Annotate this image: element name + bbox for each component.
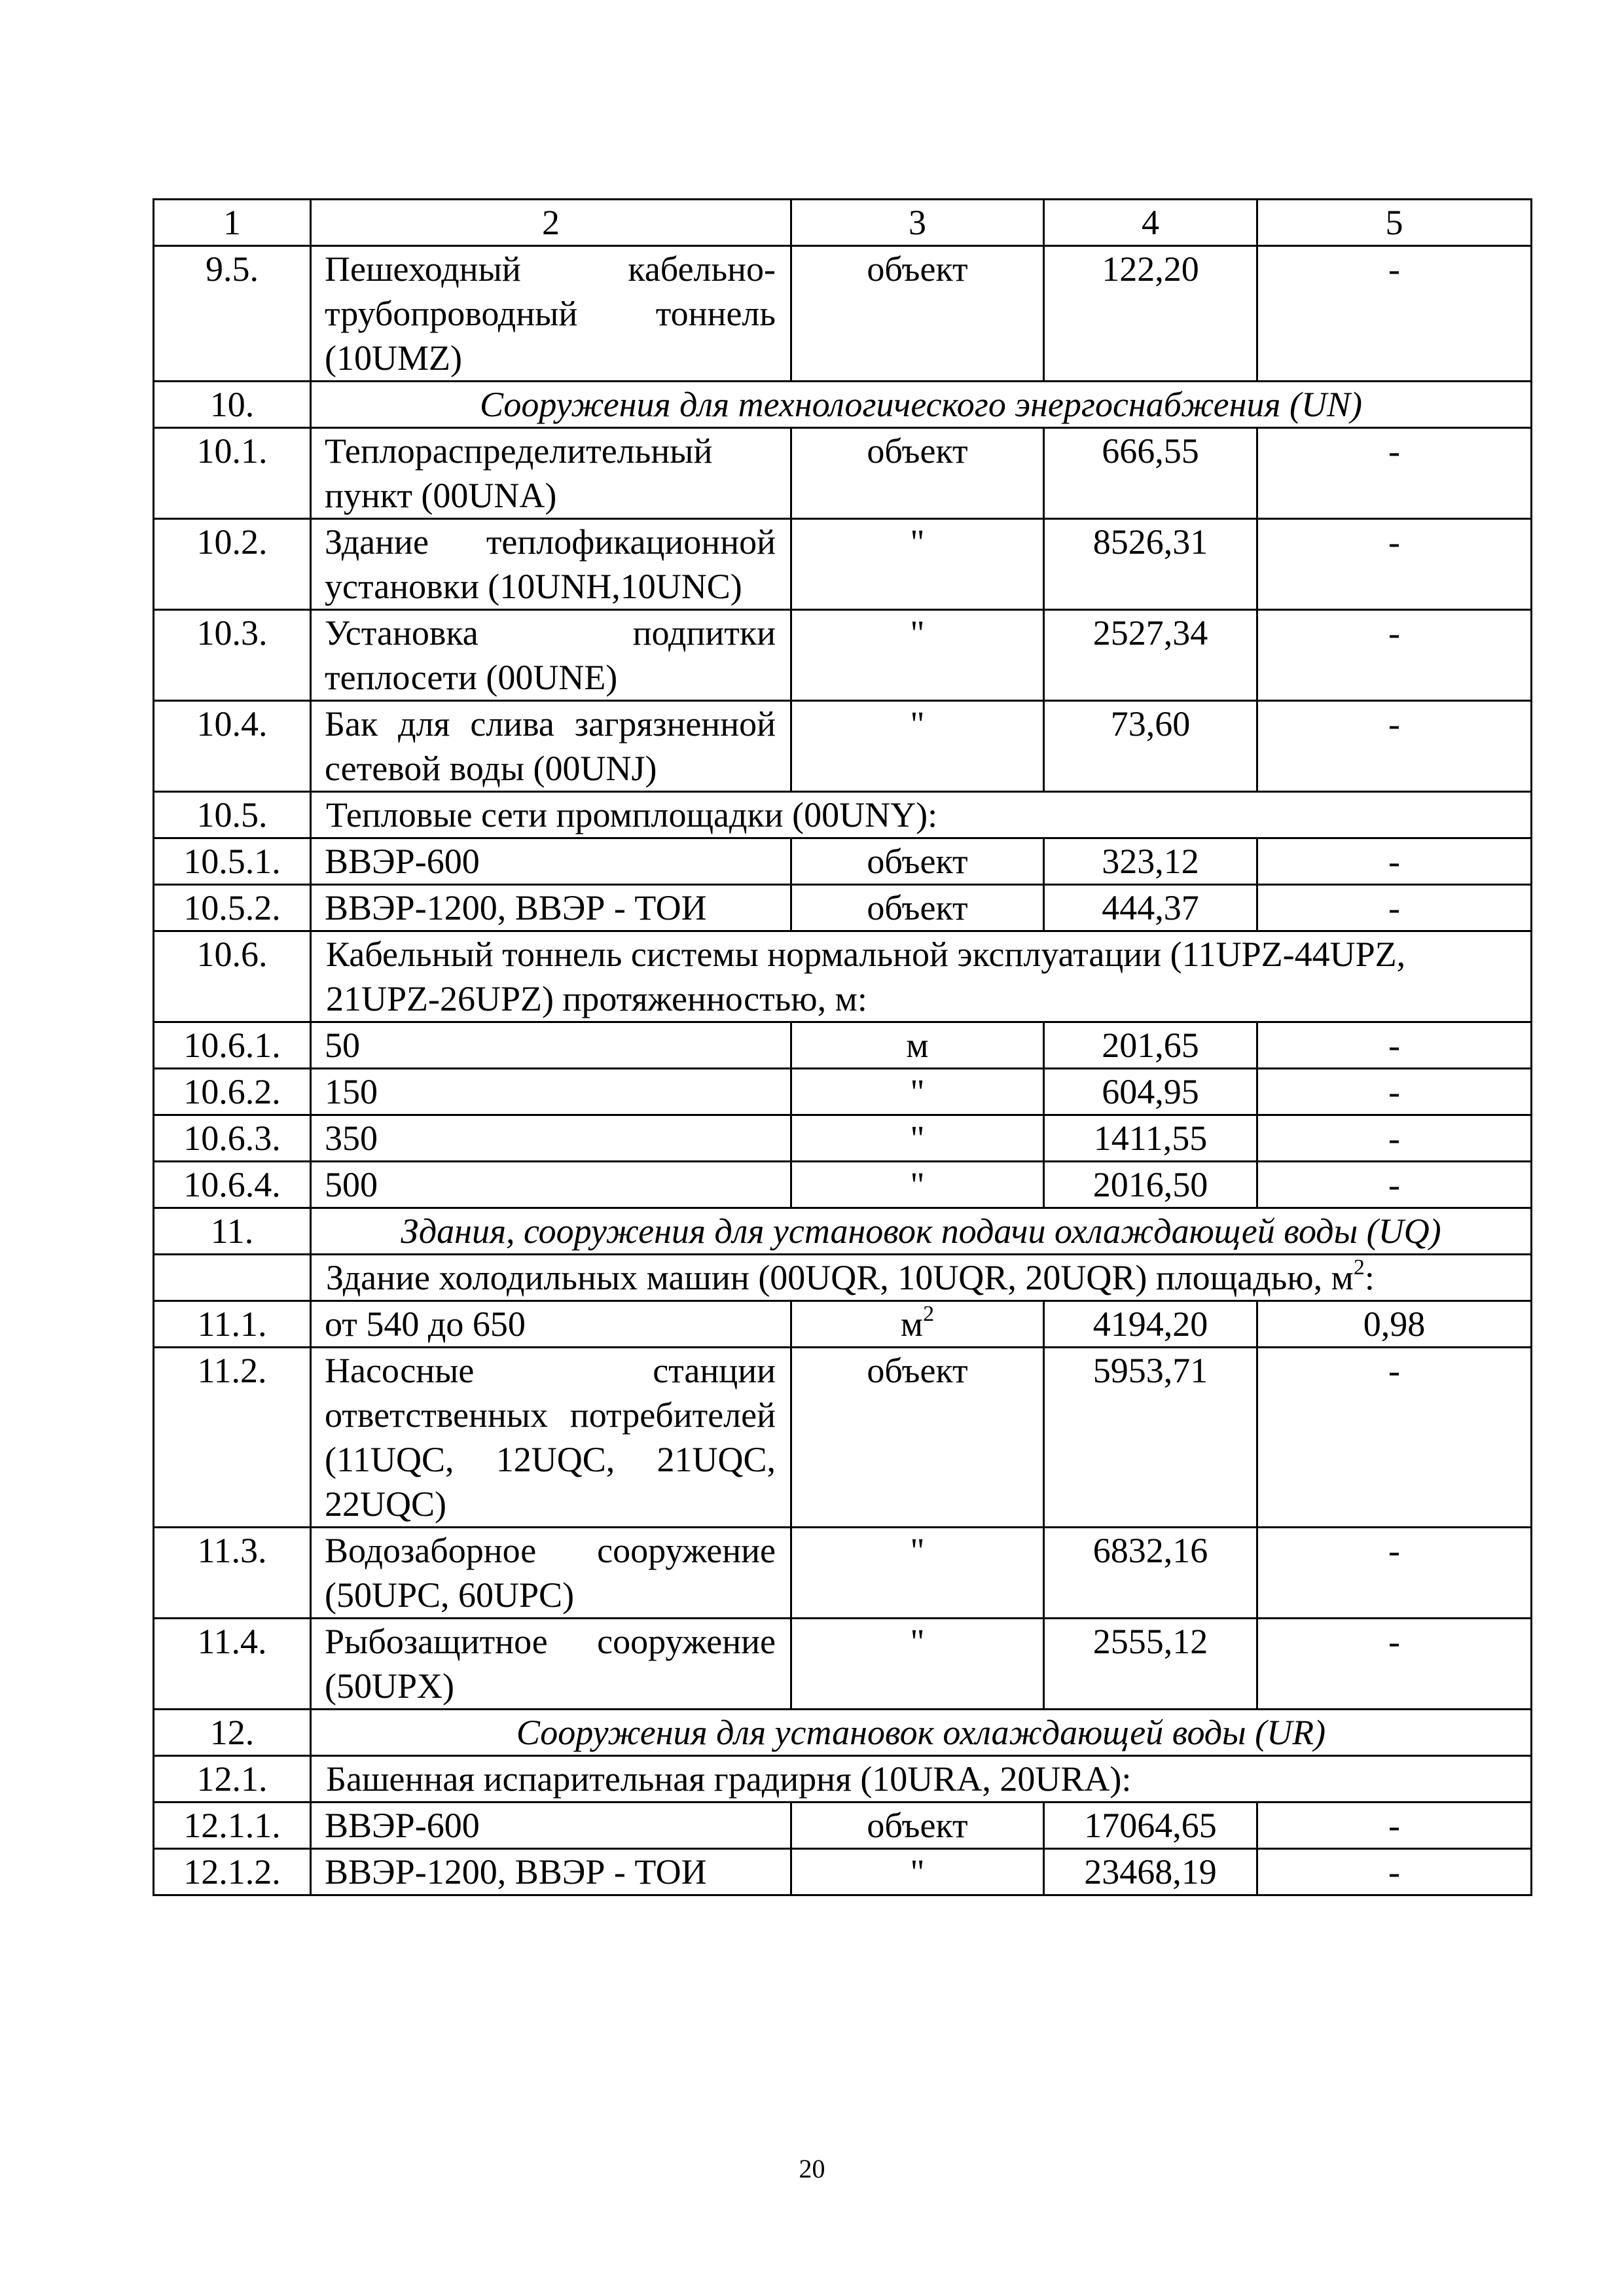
- table-row: [154, 1301, 1532, 1348]
- section-title: Здания, сооружения для установок подачи охлаждающей воды (UQ): [311, 1208, 1532, 1255]
- row-name: ВВЭР-1200, ВВЭР - ТОИ: [311, 885, 791, 931]
- row-number: 10.1.: [154, 428, 311, 519]
- table-row: [154, 1348, 1532, 1528]
- row-unit: [791, 1348, 1044, 1528]
- row-name: ВВЭР-600: [311, 838, 791, 885]
- row-unit: [791, 1803, 1044, 1849]
- row-value: 122,20: [1044, 246, 1257, 382]
- group-title: [311, 1255, 1532, 1301]
- unit-superscript: 2: [923, 1302, 935, 1326]
- group-number: 10.6.: [154, 931, 311, 1022]
- row-coefficient: -: [1257, 246, 1532, 382]
- page-number: 20: [799, 2154, 825, 2183]
- group-title-text: Башенная испарительная градирня (10URA, 20URA):: [326, 1759, 1132, 1799]
- group-title-text: Здание холодильных машин (00UQR, 10UQR, 20UQR) площадью, м: [326, 1258, 1354, 1297]
- row-unit: [791, 1162, 1044, 1208]
- row-value: 201,65: [1044, 1022, 1257, 1069]
- unit-text: объект: [867, 842, 968, 881]
- row-value: 2555,12: [1044, 1619, 1257, 1710]
- section-number: 11.: [154, 1208, 311, 1255]
- row-coefficient: -: [1257, 1619, 1532, 1710]
- row-unit: [791, 1528, 1044, 1619]
- row-number: 12.1.1.: [154, 1803, 311, 1849]
- unit-text: ": [910, 1852, 925, 1892]
- row-unit: [791, 1619, 1044, 1710]
- row-number: 10.5.2.: [154, 885, 311, 931]
- group-row: [154, 792, 1532, 838]
- unit-text: м: [906, 1026, 929, 1065]
- header-cell: 4: [1044, 200, 1257, 246]
- group-number: 12.1.: [154, 1756, 311, 1803]
- row-coefficient: -: [1257, 1803, 1532, 1849]
- table-body: [154, 200, 1532, 1895]
- row-unit: [791, 1069, 1044, 1115]
- row-value: 1411,55: [1044, 1115, 1257, 1162]
- row-coefficient: 0,98: [1257, 1301, 1532, 1348]
- table-row: [154, 1619, 1532, 1710]
- row-name: Здание теплофикационной установки (10UNH,10UNC): [311, 519, 791, 610]
- row-value: 5953,71: [1044, 1348, 1257, 1528]
- row-name: 350: [311, 1115, 791, 1162]
- group-title: [311, 792, 1532, 838]
- row-number: 10.2.: [154, 519, 311, 610]
- table-row: [154, 519, 1532, 610]
- row-name: Водозаборное сооружение (50UPC, 60UPC): [311, 1528, 791, 1619]
- row-value: 17064,65: [1044, 1803, 1257, 1849]
- row-coefficient: -: [1257, 1069, 1532, 1115]
- row-number: 10.4.: [154, 701, 311, 792]
- row-coefficient: -: [1257, 610, 1532, 701]
- row-unit: [791, 1115, 1044, 1162]
- section-row: [154, 1710, 1532, 1756]
- row-unit: [791, 838, 1044, 885]
- header-cell: 5: [1257, 200, 1532, 246]
- row-value: 73,60: [1044, 701, 1257, 792]
- row-name: 150: [311, 1069, 791, 1115]
- section-title: Сооружения для установок охлаждающей воды (UR): [311, 1710, 1532, 1756]
- row-coefficient: -: [1257, 701, 1532, 792]
- row-coefficient: -: [1257, 1115, 1532, 1162]
- unit-text: м: [900, 1304, 924, 1344]
- table-row: [154, 1022, 1532, 1069]
- table-row: [154, 246, 1532, 382]
- row-unit: [791, 885, 1044, 931]
- group-row: [154, 1255, 1532, 1301]
- section-number: 12.: [154, 1710, 311, 1756]
- document-table: [153, 198, 1532, 1896]
- group-title: [311, 931, 1532, 1022]
- unit-text: ": [910, 1165, 925, 1204]
- row-unit: [791, 1849, 1044, 1895]
- row-name: Установка подпитки теплосети (00UNE): [311, 610, 791, 701]
- table-row: [154, 1528, 1532, 1619]
- row-number: 11.3.: [154, 1528, 311, 1619]
- row-unit: [791, 701, 1044, 792]
- row-name: Рыбозащитное сооружение (50UPX): [311, 1619, 791, 1710]
- row-name: ВВЭР-600: [311, 1803, 791, 1849]
- row-number: 12.1.2.: [154, 1849, 311, 1895]
- group-number: 10.5.: [154, 792, 311, 838]
- row-value: 2016,50: [1044, 1162, 1257, 1208]
- unit-text: объект: [867, 1351, 968, 1390]
- unit-text: объект: [867, 1806, 968, 1845]
- row-value: 23468,19: [1044, 1849, 1257, 1895]
- unit-text: ": [910, 522, 925, 562]
- table-header-row: [154, 200, 1532, 246]
- table-row: [154, 1069, 1532, 1115]
- row-name: Пешеходный кабельно-трубопроводный тоннель (10UMZ): [311, 246, 791, 382]
- header-cell: 3: [791, 200, 1044, 246]
- table-row: [154, 885, 1532, 931]
- unit-text: ": [910, 1531, 925, 1570]
- table-row: [154, 610, 1532, 701]
- row-number: 10.6.4.: [154, 1162, 311, 1208]
- row-coefficient: -: [1257, 1022, 1532, 1069]
- row-coefficient: -: [1257, 885, 1532, 931]
- section-row: [154, 1208, 1532, 1255]
- section-number: 10.: [154, 382, 311, 428]
- group-title-tail: :: [1364, 1258, 1375, 1297]
- header-cell: 2: [311, 200, 791, 246]
- row-number: 10.5.1.: [154, 838, 311, 885]
- row-number: 10.6.1.: [154, 1022, 311, 1069]
- unit-text: ": [910, 1072, 925, 1111]
- group-row: [154, 931, 1532, 1022]
- row-value: 6832,16: [1044, 1528, 1257, 1619]
- unit-text: объект: [867, 888, 968, 927]
- row-name: от 540 до 650: [311, 1301, 791, 1348]
- unit-text: ": [910, 704, 925, 744]
- section-title: Сооружения для технологического энергоснабжения (UN): [311, 382, 1532, 428]
- group-title-text: Кабельный тоннель системы нормальной эксплуатации (11UPZ-44UPZ, 21UPZ-26UPZ) протяженностью, м:: [326, 935, 1406, 1018]
- row-number: 10.3.: [154, 610, 311, 701]
- unit-text: объект: [867, 431, 968, 471]
- row-unit: [791, 428, 1044, 519]
- row-name: Бак для слива загрязненной сетевой воды (00UNJ): [311, 701, 791, 792]
- row-number: 11.2.: [154, 1348, 311, 1528]
- row-number: 9.5.: [154, 246, 311, 382]
- table-row: [154, 1803, 1532, 1849]
- row-number: 11.4.: [154, 1619, 311, 1710]
- unit-text: ": [910, 1119, 925, 1158]
- row-unit: [791, 1022, 1044, 1069]
- section-row: [154, 382, 1532, 428]
- table-row: [154, 838, 1532, 885]
- row-coefficient: -: [1257, 519, 1532, 610]
- row-name: Теплораспределительный пункт (00UNA): [311, 428, 791, 519]
- row-name: 500: [311, 1162, 791, 1208]
- unit-text: ": [910, 613, 925, 653]
- group-row: [154, 1756, 1532, 1803]
- row-value: 444,37: [1044, 885, 1257, 931]
- unit-text: ": [910, 1622, 925, 1661]
- table-row: [154, 428, 1532, 519]
- title-superscript: 2: [1353, 1255, 1365, 1280]
- row-coefficient: -: [1257, 1348, 1532, 1528]
- row-value: 8526,31: [1044, 519, 1257, 610]
- table-row: [154, 1115, 1532, 1162]
- row-coefficient: -: [1257, 1528, 1532, 1619]
- unit-text: объект: [867, 249, 968, 289]
- row-number: 11.1.: [154, 1301, 311, 1348]
- row-name: 50: [311, 1022, 791, 1069]
- row-number: 10.6.3.: [154, 1115, 311, 1162]
- group-title: [311, 1756, 1532, 1803]
- header-cell: 1: [154, 200, 311, 246]
- row-unit: [791, 610, 1044, 701]
- row-coefficient: -: [1257, 1849, 1532, 1895]
- row-unit: [791, 1301, 1044, 1348]
- row-value: 2527,34: [1044, 610, 1257, 701]
- table-row: [154, 1162, 1532, 1208]
- row-number: 10.6.2.: [154, 1069, 311, 1115]
- row-unit: [791, 519, 1044, 610]
- row-value: 604,95: [1044, 1069, 1257, 1115]
- row-name: Насосные станции ответственных потребителей (11UQC, 12UQC, 21UQC, 22UQC): [311, 1348, 791, 1528]
- row-unit: [791, 246, 1044, 382]
- table-row: [154, 1849, 1532, 1895]
- row-value: 666,55: [1044, 428, 1257, 519]
- group-number: [154, 1255, 311, 1301]
- row-name: ВВЭР-1200, ВВЭР - ТОИ: [311, 1849, 791, 1895]
- group-title-text: Тепловые сети промплощадки (00UNY):: [326, 795, 938, 834]
- row-value: 4194,20: [1044, 1301, 1257, 1348]
- table-row: [154, 701, 1532, 792]
- row-coefficient: -: [1257, 838, 1532, 885]
- row-coefficient: -: [1257, 428, 1532, 519]
- row-coefficient: -: [1257, 1162, 1532, 1208]
- row-value: 323,12: [1044, 838, 1257, 885]
